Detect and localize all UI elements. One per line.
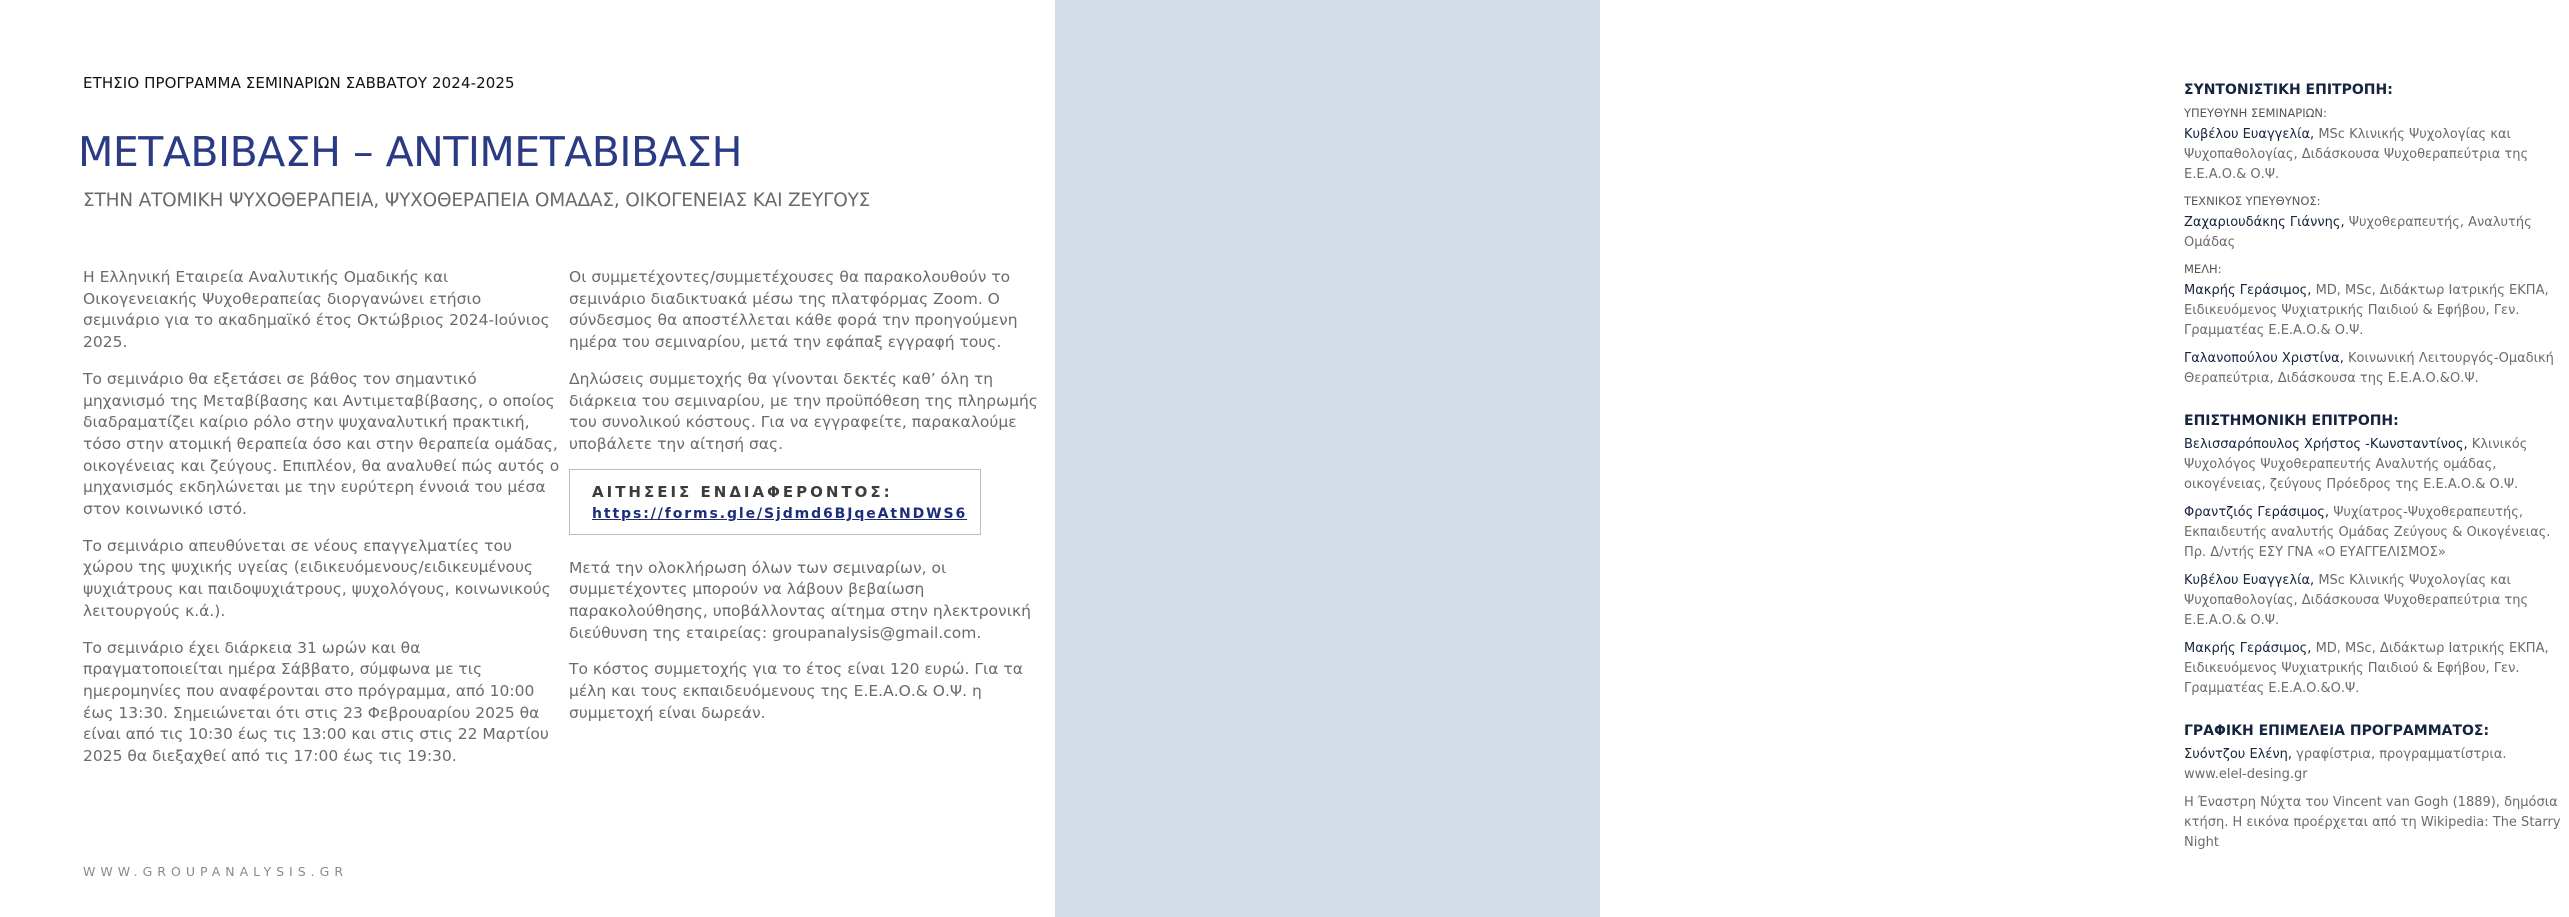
member-description: MD, MSc, Διδάκτωρ Ιατρικής ΕΚΠΑ, Ειδικευόμενος Ψυχιατρικής Παιδιού & Εφήβου, Γεν. Γραμματέας Ε.Ε.Α.Ο.& Ο.Ψ. bbox=[2184, 283, 2549, 338]
schedule-paragraph: Το σεμινάριο έχει διάρκεια 31 ωρών και θα πραγματοποιείται ημέρα Σάββατο, σύμφωνα με τις ημερομηνίες που αναφέρονται στο πρόγραμμα, από 10:00 έως 13:30. Σημειώνεται ότι στις 23 Φεβρουαρίου 2025 θα είναι από τις 10:30 έως τις 13:00 και στις στις 22 Μαρτίου 2025 θα διεξαχθεί από τις 17:00 έως τις 19:30. bbox=[83, 638, 549, 766]
page-title: ΜΕΤΑΒΙΒΑΣΗ – ΑΝΤΙΜΕΤΑΒΙΒΑΣΗ bbox=[78, 128, 742, 176]
member-name: Ζαχαριουδάκης Γιάννης, bbox=[2184, 215, 2345, 230]
intro-paragraph: Η Ελληνική Εταιρεία Αναλυτικής Ομαδικής και Οικογενειακής Ψυχοθεραπείας διοργανώνει ετήσιο σεμινάριο για το ακαδημαϊκό έτος Οκτώβριος 2024-Ιούνιος 2025. bbox=[83, 268, 550, 352]
member-name: Κυβέλου Ευαγγελία, bbox=[2184, 127, 2315, 142]
member-name: Κυβέλου Ευαγγελία, bbox=[2184, 573, 2315, 588]
member-description: Κλινικός Ψυχολόγος Ψυχοθεραπευτής Αναλυτής ομάδας, οικογένειας, ζεύγους Πρόεδρος της Ε.Ε.Α.Ο.& Ο.Ψ. bbox=[2184, 437, 2528, 492]
committee-member bbox=[2184, 571, 2569, 631]
committee-member bbox=[2184, 125, 2569, 185]
member-name: Γαλανοπούλου Χριστίνα, bbox=[2184, 351, 2344, 366]
member-description: MSc Κλινικής Ψυχολογίας και Ψυχοπαθολογίας, Διδάσκουσα Ψυχοθεραπεύτρια της Ε.Ε.Α.Ο.& Ο.Ψ. bbox=[2184, 127, 2529, 182]
cost-paragraph: Το κόστος συμμετοχής για το έτος είναι 120 ευρώ. Για τα μέλη και τους εκπαιδευόμενους της Ε.Ε.Α.Ο.& Ο.Ψ. η συμμετοχή είναι δωρεάν. bbox=[569, 660, 1023, 722]
committee-member bbox=[2184, 349, 2569, 389]
participation-column bbox=[569, 267, 1049, 740]
designer-entry bbox=[2184, 745, 2569, 785]
members-label: ΜΕΛΗ: bbox=[2184, 262, 2222, 276]
member-name: Φραντζιός Γεράσιμος, bbox=[2184, 505, 2330, 520]
committee-sidebar bbox=[1055, 0, 2561, 917]
member-description: MD, MSc, Διδάκτωρ Ιατρικής ΕΚΠΑ, Ειδικευόμενος Ψυχιατρικής Παιδιού & Εφήβου, Γεν. Γραμματέας Ε.Ε.Α.Ο.&Ο.Ψ. bbox=[2184, 641, 2549, 696]
committee-member bbox=[2184, 639, 2569, 699]
audience-paragraph: Το σεμινάριο απευθύνεται σε νέους επαγγελματίες του χώρου της ψυχικής υγείας (ειδικευόμενους/ειδικευμένους ψυχιάτρους και παιδοψυχιάτρους, ψυχολόγους, κοινωνικούς λειτουργούς κ.ά.). bbox=[83, 536, 551, 620]
designer-website: www.elel-desing.gr bbox=[2184, 767, 2308, 782]
designer-name: Συόντζου Ελένη, bbox=[2184, 747, 2293, 762]
designer-description: γραφίστρια, προγραμματίστρια. bbox=[2296, 747, 2507, 762]
program-heading: ΕΤΗΣΙΟ ΠΡΟΓΡΑΜΜΑ ΣΕΜΙΝΑΡΙΩΝ ΣΑΒΒΑΤΟΥ 2024-2025 bbox=[83, 74, 515, 92]
application-label: ΑΙΤΗΣΕΙΣ ΕΝΔΙΑΦΕΡΟΝΤΟΣ: bbox=[592, 482, 893, 501]
page-subtitle: ΣΤΗΝ ΑΤΟΜΙΚΗ ΨΥΧΟΘΕΡΑΠΕΙΑ, ΨΥΧΟΘΕΡΑΠΕΙΑ ΟΜΑΔΑΣ, ΟΙΚΟΓΕΝΕΙΑΣ ΚΑΙ ΖΕΥΓΟΥΣ bbox=[83, 190, 871, 211]
coordinating-committee-heading: ΣΥΝΤΟΝΙΣΤΙΚΗ ΕΠΙΤΡΟΠΗ: bbox=[2184, 82, 2393, 98]
topic-paragraph: Το σεμινάριο θα εξετάσει σε βάθος τον σημαντικό μηχανισμό της Μεταβίβασης και Αντιμεταβίβασης, ο οποίος διαδραματίζει καίριο ρόλο στην ψυχαναλυτική πρακτική, τόσο στην ατομική θεραπεία όσο και στην θεραπεία ομάδας, οικογένειας και ζεύγους. Επιπλέον, θα αναλυθεί πώς αυτός ο μηχανισμός εκδηλώνεται με την ευρύτερη έννοιά του μέσα στον κοινωνικό ιστό. bbox=[83, 369, 560, 519]
committee-member bbox=[2184, 281, 2569, 341]
main-content bbox=[0, 0, 1055, 917]
member-description: Ψυχοθεραπευτής, Αναλυτής Ομάδας bbox=[2184, 215, 2532, 250]
committee-member bbox=[2184, 435, 2569, 495]
graphic-design-heading: ΓΡΑΦΙΚΗ ΕΠΙΜΕΛΕΙΑ ΠΡΟΓΡΑΜΜΑΤΟΣ: bbox=[2184, 723, 2490, 739]
zoom-paragraph: Οι συμμετέχοντες/συμμετέχουσες θα παρακολουθούν το σεμινάριο διαδικτυακά μέσω της πλατφόρμας Zoom. Ο σύνδεσμος θα αποστέλλεται κάθε φορά την προηγούμενη ημέρα του σεμιναρίου, μετά την εφάπαξ εγγραφή τους. bbox=[569, 268, 1018, 352]
member-description: MSc Κλινικής Ψυχολογίας και Ψυχοπαθολογίας, Διδάσκουσα Ψυχοθεραπεύτρια της Ε.Ε.Α.Ο.& Ο.Ψ. bbox=[2184, 573, 2529, 628]
application-form-link[interactable]: https://forms.gle/Sjdmd6BJqeAtNDWS6 bbox=[592, 505, 968, 522]
member-name: Βελισσαρόπουλος Χρήστος -Κωνσταντίνος, bbox=[2184, 437, 2468, 452]
scientific-committee-heading: ΕΠΙΣΤΗΜΟΝΙΚΗ ΕΠΙΤΡΟΠΗ: bbox=[2184, 413, 2399, 429]
application-box bbox=[569, 469, 981, 535]
committee-member bbox=[2184, 213, 2569, 253]
registration-paragraph: Δηλώσεις συμμετοχής θα γίνονται δεκτές καθ’ όλη τη διάρκεια του σεμιναρίου, με την προϋπόθεση της πληρωμής του συνολικού κόστους. Για να εγγραφείτε, παρακαλούμε υποβάλετε την αίτησή σας. bbox=[569, 369, 1038, 453]
member-description: Κοινωνική Λειτουργός-Ομαδική Θεραπεύτρια, Διδάσκουσα της Ε.Ε.Α.Ο.&Ο.Ψ. bbox=[2184, 351, 2554, 386]
website-footer: WWW.GROUPANALYSIS.GR bbox=[83, 864, 349, 879]
certificate-paragraph: Μετά την ολοκλήρωση όλων των σεμιναρίων, οι συμμετέχοντες μπορούν να λάβουν βεβαίωση παρακολούθησης, υποβάλλοντας αίτημα στην ηλεκτρονική διεύθυνση της εταιρείας: groupanalysis@gmail.com. bbox=[569, 558, 1031, 642]
image-credit: Η Έναστρη Νύχτα του Vincent van Gogh (1889), δημόσια κτήση. Η εικόνα προέρχεται από τη Wikipedia: The Starry Night bbox=[2184, 795, 2561, 850]
member-name: Μακρής Γεράσιμος, bbox=[2184, 641, 2312, 656]
sidebar-content bbox=[2184, 80, 2569, 861]
section-spacer bbox=[2184, 397, 2569, 411]
member-name: Μακρής Γεράσιμος, bbox=[2184, 283, 2312, 298]
member-description: Ψυχίατρος-Ψυχοθεραπευτής, Εκπαιδευτής αναλυτής Ομάδας Ζεύγους & Οικογένειας. Πρ. Δ/ντής ΕΣΥ ΓΝΑ «Ο ΕΥΑΓΓΕΛΙΣΜΟΣ» bbox=[2184, 505, 2551, 560]
committee-member bbox=[2184, 503, 2569, 563]
description-column bbox=[83, 267, 561, 783]
technical-manager-label: ΤΕΧΝΙΚΟΣ ΥΠΕΥΘΥΝΟΣ: bbox=[2184, 194, 2321, 208]
seminar-manager-label: ΥΠΕΥΘΥΝΗ ΣΕΜΙΝΑΡΙΩΝ: bbox=[2184, 106, 2327, 120]
section-spacer bbox=[2184, 707, 2569, 721]
